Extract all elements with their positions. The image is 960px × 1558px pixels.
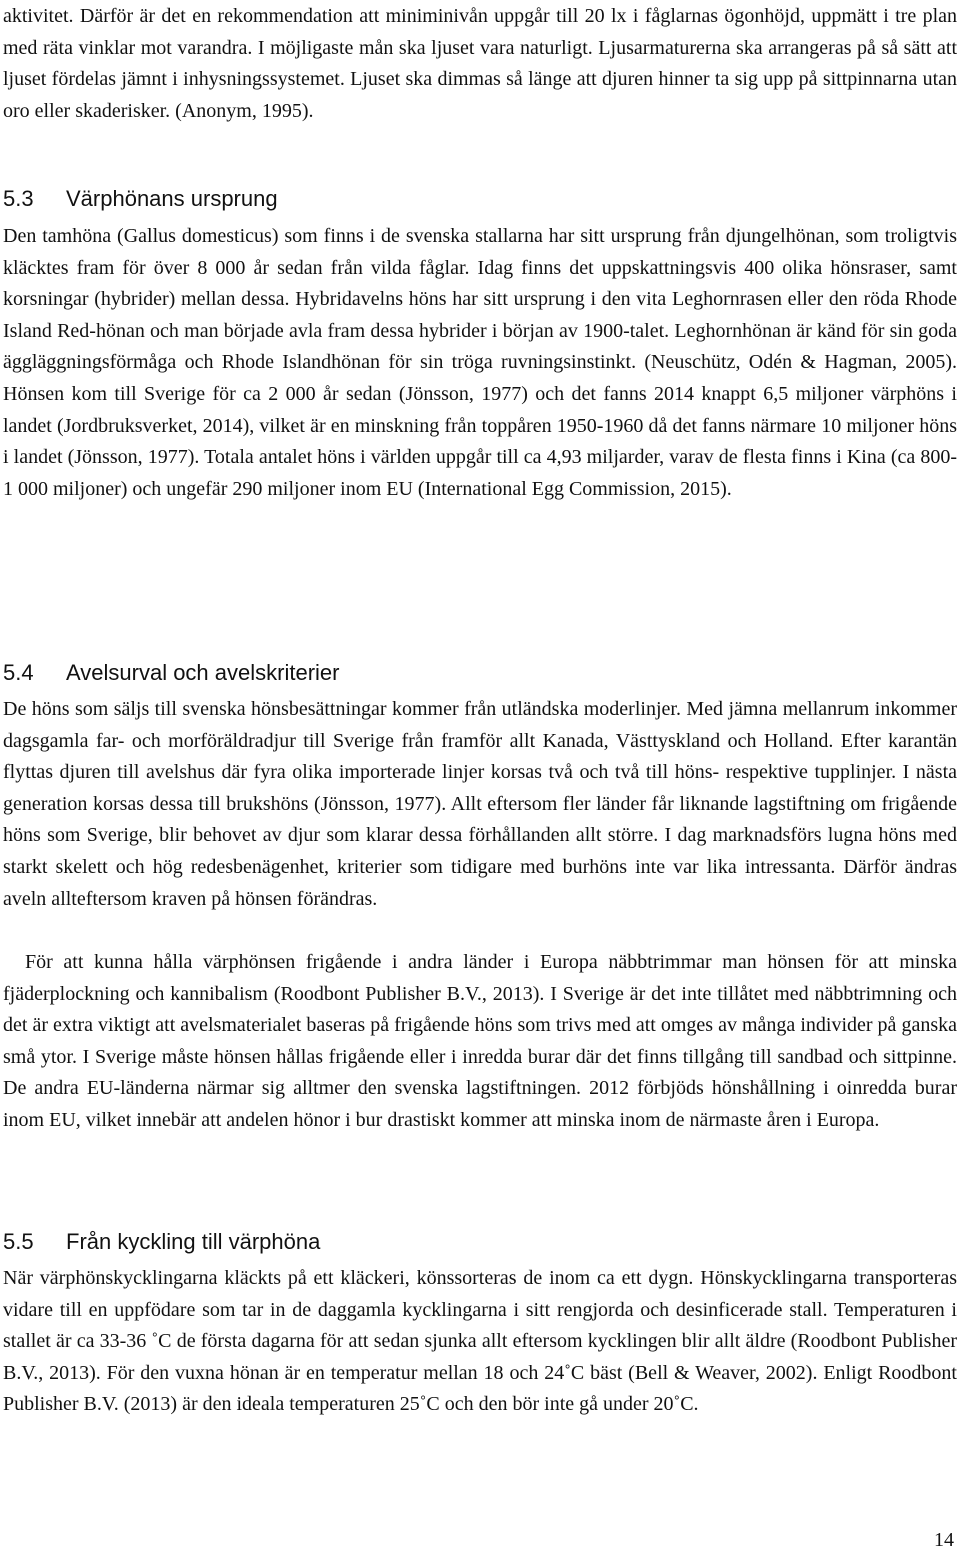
section-number: 5.5	[3, 1229, 34, 1254]
section-number: 5.3	[3, 186, 34, 211]
section-5-4-paragraph-2: För att kunna hålla värphönsen frigående i andra länder i Europa näbbtrimmar man hönsen för att minska fjäderplockning och kannibalism (Roodbont Publisher B.V., 2013). I Sverige är det inte tillåtet med näbbtrimning och det är extra viktigt att avelsmaterialet baseras på frigående höns som trivs med att omges av många individer på ganska små ytor. I Sverige måste hönsen hållas frigående eller i inredda burar där det finns tillgång till sandbad och sittpinne. De andra EU-länderna närmar sig alltmer den svenska lagstiftningen. 2012 förbjöds hönshållning i oinredda burar inom EU, vilket innebär att andelen hönor i bur drastiskt kommer att minska inom de närmaste åren i Europa.	[3, 951, 957, 1131]
intro-paragraph: aktivitet. Därför är det en rekommendation att miniminivån uppgår till 20 lx i fåglarnas ögonhöjd, uppmätt i tre plan med räta vinklar mot varandra. I möjligaste mån ska ljuset vara naturligt. Ljusarmaturerna ska arrangeras på så sätt att ljuset fördelas jämnt i inhysningssystemet. Ljuset ska dimmas så länge att djuren hinner ta sig upp på sittpinnarna utan oro eller skaderisker. (Anonym, 1995).	[3, 5, 957, 122]
section-title: Värphönans ursprung	[66, 186, 278, 211]
section-heading-5-4	[3, 659, 339, 687]
section-heading-5-3	[3, 185, 278, 213]
section-heading-5-5	[3, 1228, 320, 1256]
page-number: 14	[934, 1529, 954, 1551]
section-title: Från kyckling till värphöna	[66, 1229, 321, 1254]
section-title: Avelsurval och avelskriterier	[66, 660, 340, 685]
section-5-3-paragraph: Den tamhöna (Gallus domesticus) som finns i de svenska stallarna har sitt ursprung från djungelhönan, som troligtvis kläcktes fram för över 8 000 år sedan från vilda fåglar. Idag finns det uppskattningsvis 400 olika hönsraser, samt korsningar (hybrider) mellan dessa. Hybridavelns höns har sitt ursprung i den vita Leghornrasen eller den röda Rhode Island Red-hönan och man började avla fram dessa hybrider i början av 1900-talet. Leghornhönan är känd för sin goda äggläggningsförmåga och Rhode Islandhönan för sin tröga ruvningsinstinkt. (Neuschütz, Odén & Hagman, 2005). Hönsen kom till Sverige för ca 2 000 år sedan (Jönsson, 1977) och det fanns 2014 knappt 6,5 miljoner värphöns i landet (Jordbruksverket, 2014), vilket är en minskning från toppåren 1950-1960 då det fanns närmare 10 miljoner höns i landet (Jönsson, 1977). Totala antalet höns i världen uppgår till ca 4,93 miljarder, varav de flesta finns i Kina (ca 800- 1 000 miljoner) och ungefär 290 miljoner inom EU (International Egg Commission, 2015).	[3, 225, 957, 500]
section-5-4-paragraph-1: De höns som säljs till svenska hönsbesättningar kommer från utländska moderlinjer. Med jämna mellanrum inkommer dagsgamla far- och morföräldradjur till Sverige från framför allt Kanada, Västtyskland och Holland. Efter karantän flyttas djuren till avelshus där fyra olika importerade linjer korsas två och två till höns- respektive tupplinjer. I nästa generation korsas dessa till brukshöns (Jönsson, 1977). Allt eftersom fler länder får liknande lagstiftning om frigående höns som Sverige, blir behovet av djur som klarar dessa förhållanden allt större. I dag marknadsförs lugna höns med starkt skelett och hög redesbenägenhet, kriterier som tidigare med burhöns inte var lika intressanta. Därför ändras aveln allteftersom kraven på hönsen förändras.	[3, 698, 957, 910]
section-number: 5.4	[3, 660, 34, 685]
section-5-5-paragraph: När värphönskycklingarna kläckts på ett kläckeri, könssorteras de inom ca ett dygn. Hönskycklingarna transporteras vidare till en uppfödare som tar in de daggamla kycklingarna i sitt rengjorda och desinficerade stall. Temperaturen i stallet är ca 33-36 ˚C de första dagarna för att sedan sjunka allt eftersom kycklingen blir allt äldre (Roodbont Publisher B.V., 2013). För den vuxna hönan är en temperatur mellan 18 och 24˚C bäst (Bell & Weaver, 2002). Enligt Roodbont Publisher B.V. (2013) är den ideala temperaturen 25˚C och den bör inte gå under 20˚C.	[3, 1267, 957, 1416]
